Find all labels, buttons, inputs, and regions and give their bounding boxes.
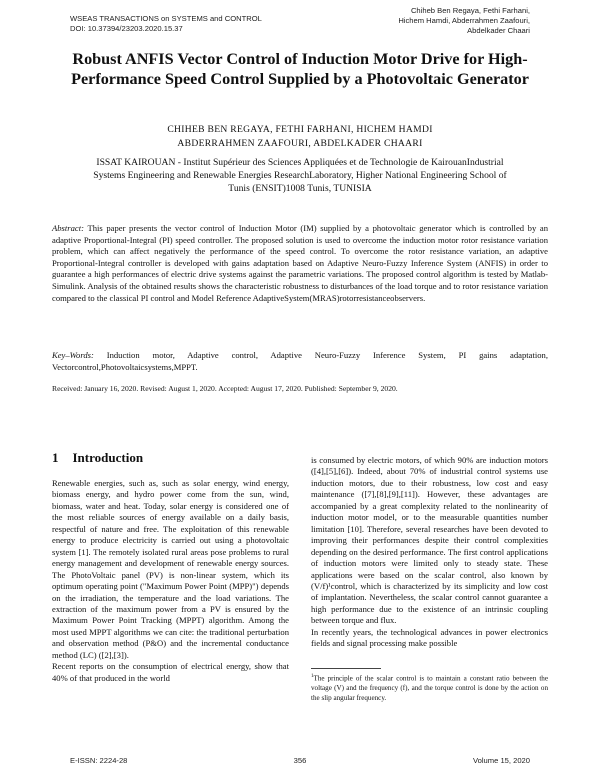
running-header-left: [70, 14, 262, 34]
footer-issn: E-ISSN: 2224-28: [70, 756, 128, 765]
author-list: [60, 123, 540, 151]
journal-name: WSEAS TRANSACTIONS on SYSTEMS and CONTROL: [70, 14, 262, 23]
footer-volume: Volume 15, 2020: [473, 756, 530, 765]
paragraph: is consumed by electric motors, of which 90% are induction motors ([4],[5],[6]). Indeed, about 70% of industrial control systems use induction motors, due to their robustness, low cost and easy maintenance ([7],[8],[9],[11]). However, these advantages are accompanied by a great complexity related to the nonlinearity of induction motor model, or to the measurable quantities number limitation [10]. Therefore, several researches have been devoted to improving their performances despite their control complexities depending on the desired performance. The first control applications of induction motors were limited only to steady state. These applications were based on the scalar control, also known by (V/f)¹control, which is characterized by its simplicity and low cost of implantation. Nevertheless, the scalar control cannot guarantee a high performance due to the existence of an intrinsic coupling between torque and flux.: [311, 455, 548, 626]
keywords-text: Induction motor, Adaptive control, Adaptive Neuro-Fuzzy Inference System, PI gains adaptation, Vectorcontrol,Photovoltaicsystems,MPPT.: [52, 350, 548, 372]
header-authors-line1: Chiheb Ben Regaya, Fethi Farhani,: [410, 6, 530, 15]
right-column: [311, 455, 548, 650]
section-title: Introduction: [72, 450, 144, 465]
abstract-text: This paper presents the vector control of Induction Motor (IM) supplied by a photovoltaic generator which is controlled by an adaptive Proportional-Integral (PI) speed controller. The proposed solution is used to overcome the induction motor rotor resistance variation problem, which can affect negatively the performance of the speed control. To overcome the rotor resistance variation, an adaptive Proportional-Integral controller is developed with gains adaptation based on Adaptive Neuro-Fuzzy Inference System (ANFIS) in order to guarantee a high performances of electric drive systems against the parametric variations. The proposed control algorithm is tested by Matlab-Simulink. Analysis of the obtained results shows the characteristic robustness to disturbances of the load torque and to rotor resistance variation compared to the classical PI control and Model Reference AdaptiveSystem(MRAS)rotorresistanceobservers.: [52, 223, 548, 303]
footnote-mark: 1: [311, 674, 314, 679]
paper-title: Robust ANFIS Vector Control of Induction Motor Drive for High-Performance Speed Control Supplied by a Photovoltaic Generator: [71, 50, 529, 88]
authors-line1: CHIHEB BEN REGAYA, FETHI FARHANI, HICHEM HAMDI: [167, 124, 433, 135]
header-authors-line3: Abdelkader Chaari: [467, 26, 530, 35]
abstract-label: Abstract:: [52, 223, 84, 233]
section-heading: [52, 450, 143, 466]
doi: DOI: 10.37394/23203.2020.15.37: [70, 24, 183, 33]
footnote-rule: [311, 668, 381, 669]
paragraph: Recent reports on the consumption of electrical energy, show that 40% of that produced in the world: [52, 661, 289, 683]
footnote: [311, 672, 548, 703]
footnote-text: The principle of the scalar control is to maintain a constant ratio between the voltage (V) and the frequency (f), and the torque control is done by the action on the slip angular frequency.: [311, 674, 548, 702]
header-authors-line2: Hichem Hamdi, Abderrahmen Zaafouri,: [398, 16, 530, 25]
abstract: [52, 223, 548, 304]
paragraph: Renewable energies, such as, such as solar energy, wind energy, biomass energy, and hydro power come from the sun, wind, biomass, water and heat. Today, solar energy is considered one of the most reliable sources of energy available on a daily basis, respectful of nature and free. The exploitation of this renewable energy to produce electricity is carried out using a photovoltaic system [1]. The remotely isolated rural areas pose problems to rural energy management and development of renewable energy sources. The PhotoVoltaic panel (PV) is non-linear system, which its optimum operating point ("Maximum Power Point (MPP)") depends on the irradiation, the temperature and the load variations. The extraction of the maximum power from a PV is ensured by the Maximum Power Point Tracking (MPPT) algorithm. Among the most used MPPT algorithms we can cite: the traditional perturbation and observation method (P&O) and the incremental conductance method (LC) ([2],[3]).: [52, 478, 289, 660]
paragraph: In recently years, the technological advances in power electronics fields and signal processing make possible: [311, 626, 548, 649]
left-column: [52, 478, 289, 684]
received-dates: Received: January 16, 2020. Revised: August 1, 2020. Accepted: August 17, 2020. Published: September 9, 2020.: [52, 384, 398, 393]
keywords: [52, 350, 548, 373]
authors-line2: ABDERRAHMEN ZAAFOURI, ABDELKADER CHAARI: [177, 138, 423, 149]
affiliation: ISSAT KAIROUAN - Institut Supérieur des Sciences Appliquées et de Technologie de KairouanIndustrial Systems Engineering and Renewable Energies ResearchLaboratory, Higher National Engineering School of Tunis (ENSIT)1008 Tunis, TUNISIA: [93, 157, 507, 194]
keywords-label: Key–Words:: [52, 350, 94, 360]
section-number: 1: [52, 450, 59, 465]
footer-page-number: 356: [293, 756, 307, 765]
running-header-right: [398, 6, 530, 36]
